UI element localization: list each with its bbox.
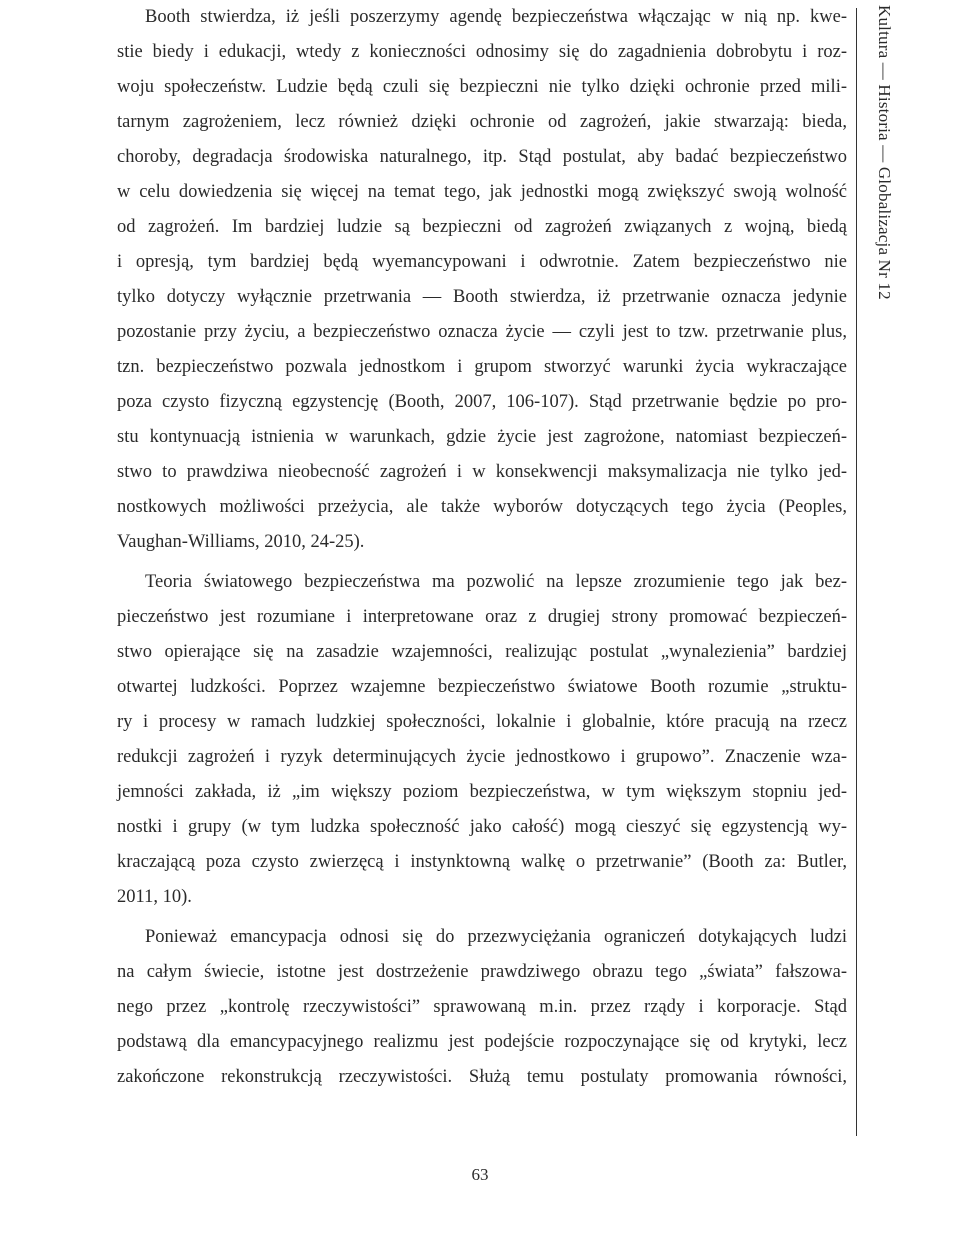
text-line: tarnym zagrożeniem, lecz również dzięki ochronie od zagrożeń, jakie stwarzają: bieda, bbox=[117, 112, 847, 132]
text-line: kraczającą poza czysto zwierzęcą i instynktowną walkę o przetrwanie” (Booth za: Butler, bbox=[117, 852, 847, 872]
text-line: nostki i grupy (w tym ludzka społeczność jako całość) mogą cieszyć się egzystencją wy- bbox=[117, 817, 847, 837]
text-line: i opresją, tym bardziej będą wyemancypowani i odwrotnie. Zatem bezpieczeństwo nie bbox=[117, 252, 847, 272]
text-line: tzn. bezpieczeństwo pozwala jednostkom i grupom stworzyć warunki życia wykraczające bbox=[117, 357, 847, 377]
text-line: stwo to prawdziwa nieobecność zagrożeń i w konsekwencji maksymalizacja nie tylko jed- bbox=[117, 462, 847, 482]
text-line: 2011, 10). bbox=[117, 887, 192, 907]
text-line: otwartej ludzkości. Poprzez wzajemne bezpieczeństwo światowe Booth rozumie „struktu- bbox=[117, 677, 847, 697]
running-header: Kultura — Historia — Globalizacja Nr 12 bbox=[875, 5, 894, 300]
text-line: poza czysto fizyczną egzystencję (Booth, 2007, 106-107). Stąd przetrwanie będzie po pro- bbox=[117, 392, 847, 412]
text-line: Teoria światowego bezpieczeństwa ma pozwolić na lepsze zrozumienie tego jak bez- bbox=[145, 572, 847, 592]
text-line: nostkowych możliwości przeżycia, ale także wyborów dotyczących tego życia (Peoples, bbox=[117, 497, 847, 517]
text-line: choroby, degradacja środowiska naturalnego, itp. Stąd postulat, aby badać bezpieczeństwo bbox=[117, 147, 847, 167]
text-line: nego przez „kontrolę rzeczywistości” sprawowaną m.in. przez rządy i korporacje. Stąd bbox=[117, 997, 847, 1017]
text-line: woju społeczeństw. Ludzie będą czuli się bezpieczni nie tylko dzięki ochronie przed mili- bbox=[117, 77, 847, 97]
text-line: stwo opierające się na zasadzie wzajemności, realizując postulat „wynalezienia” bardziej bbox=[117, 642, 847, 662]
text-line: ry i procesy w ramach ludzkiej społeczności, lokalnie i globalnie, które pracują na rzecz bbox=[117, 712, 847, 732]
text-line: redukcji zagrożeń i ryzyk determinujących życie jednostkowo i grupowo”. Znaczenie wza- bbox=[117, 747, 847, 767]
text-line: stie biedy i edukacji, wtedy z konieczności odnosimy się do zagadnienia dobrobytu i roz- bbox=[117, 42, 847, 62]
text-line: tylko dotyczy wyłącznie przetrwania — Booth stwierdza, iż przetrwanie oznacza jedynie bbox=[117, 287, 847, 307]
text-line: od zagrożeń. Im bardziej ludzie są bezpieczni od zagrożeń związanych z wojną, biedą bbox=[117, 217, 847, 237]
text-line: Vaughan-Williams, 2010, 24-25). bbox=[117, 532, 365, 552]
text-line: podstawą dla emancypacyjnego realizmu jest podejście rozpoczynające się od krytyki, lecz bbox=[117, 1032, 847, 1052]
text-line: w celu dowiedzenia się więcej na temat tego, jak jednostki mogą zwiększyć swoją wolność bbox=[117, 182, 847, 202]
text-line: Booth stwierdza, iż jeśli poszerzymy agendę bezpieczeństwa włączając w nią np. kwe- bbox=[145, 7, 847, 27]
text-line: zakończone rekonstrukcją rzeczywistości. Służą temu postulaty promowania równości, bbox=[117, 1067, 847, 1087]
text-line: Ponieważ emancypacja odnosi się do przezwyciężania ograniczeń dotykających ludzi bbox=[145, 927, 847, 947]
text-line: stu kontynuacją istnienia w warunkach, gdzie życie jest zagrożone, natomiast bezpieczeń- bbox=[117, 427, 847, 447]
text-line: pieczeństwo jest rozumiane i interpretowane oraz z drugiej strony promować bezpieczeń- bbox=[117, 607, 847, 627]
text-line: na całym świecie, istotne jest dostrzeżenie prawdziwego obrazu tego „świata” fałszowa- bbox=[117, 962, 847, 982]
text-line: jemności zakłada, iż „im większy poziom bezpieczeństwa, w tym większym stopniu jed- bbox=[117, 782, 847, 802]
margin-rule bbox=[856, 8, 857, 1136]
text-line: pozostanie przy życiu, a bezpieczeństwo oznacza życie — czyli jest to tzw. przetrwanie plus, bbox=[117, 322, 847, 342]
page-number: 63 bbox=[471, 1165, 489, 1184]
